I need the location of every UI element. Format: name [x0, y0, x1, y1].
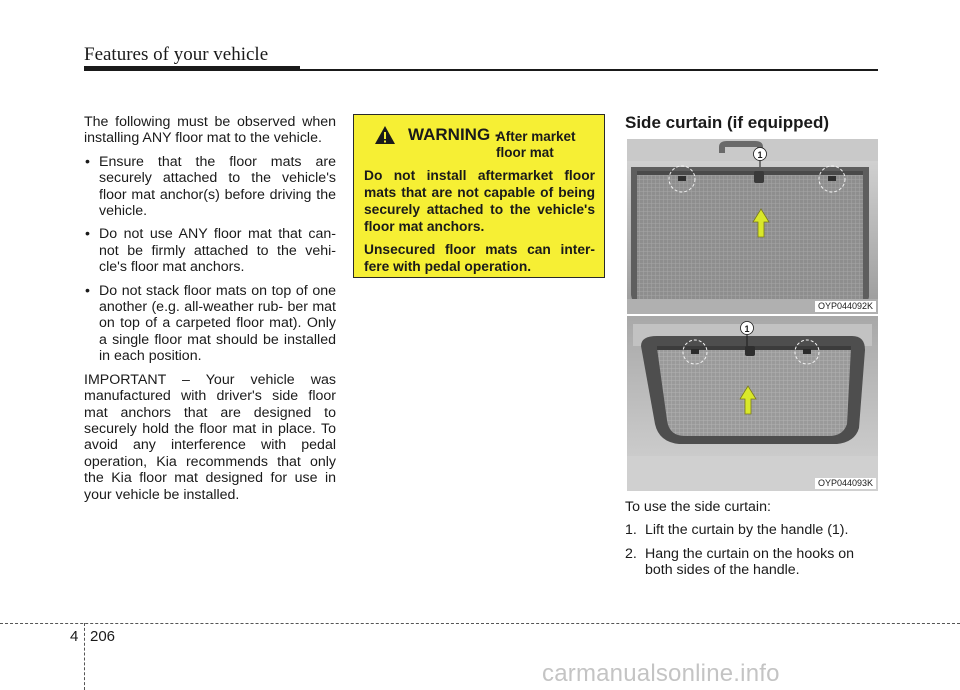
warning-subtitle: After market floor mat	[496, 129, 576, 160]
bullet-text: Do not stack floor mats on top of one another (e.g. all-weather rub- ber mat on top of a carpeted floor mat). Only a single floor mat should be installed in each position.	[99, 282, 336, 365]
floor-mat-bullet-list	[84, 154, 336, 365]
floor-mat-column	[84, 114, 336, 510]
side-curtain-photo-1	[627, 139, 878, 314]
step-number: 1.	[625, 522, 637, 539]
bullet-dot-icon: •	[85, 153, 90, 170]
instructions-intro: To use the side curtain:	[625, 499, 771, 515]
curtain-illustration-1	[627, 139, 878, 314]
chapter-number: 4	[70, 628, 79, 645]
svg-text:1: 1	[744, 324, 750, 334]
warning-box	[353, 114, 605, 278]
header-rule-thick	[84, 66, 300, 71]
bullet-dot-icon: •	[85, 226, 90, 243]
footer-dashed-rule	[0, 623, 960, 624]
warning-label: WARNING -	[408, 125, 501, 144]
bullet-text: Do not use ANY floor mat that can- not be firmly attached to the vehi- cle's floor mat anchors.	[99, 226, 336, 276]
warning-triangle-icon	[374, 125, 396, 145]
warning-paragraph: Do not install aftermarket floor mats that are not capable of being securely attached to the vehicle's floor mat anchors.	[364, 168, 595, 234]
figure-code: OYP044092K	[815, 301, 876, 312]
floor-mat-intro: The following must be observed when installing ANY floor mat to the vehicle.	[84, 114, 336, 147]
side-curtain-photo-2	[627, 316, 878, 491]
watermark: carmanualsonline.info	[542, 660, 780, 687]
bullet-item	[84, 283, 336, 365]
page-number: 206	[90, 628, 116, 645]
curtain-illustration-2	[627, 316, 878, 491]
warning-paragraph: Unsecured floor mats can inter- fere with pedal operation.	[364, 242, 595, 274]
step-text: Lift the curtain by the handle (1).	[645, 522, 849, 539]
side-curtain-title: Side curtain (if equipped)	[625, 113, 830, 132]
step-item	[625, 522, 878, 538]
bullet-text: Ensure that the floor mats are securely attached to the vehicle's floor mat anchor(s) before driving the vehicle.	[99, 153, 336, 220]
step-number: 2.	[625, 545, 637, 562]
header-rule-thin	[300, 69, 878, 71]
svg-text:1: 1	[757, 150, 763, 160]
footer-vertical-dashed-rule	[84, 623, 85, 690]
side-curtain-instructions	[625, 499, 878, 586]
warning-header	[364, 121, 595, 161]
step-item	[625, 546, 878, 579]
bullet-item	[84, 226, 336, 275]
bullet-dot-icon: •	[85, 282, 90, 299]
bullet-item	[84, 154, 336, 220]
page-header-title: Features of your vehicle	[84, 44, 269, 65]
figure-code: OYP044093K	[815, 478, 876, 489]
important-note: IMPORTANT – Your vehicle was manufactured with driver's side floor mat anchors that are designed to securely hold the floor mat in place. To avoid any interference with pedal operation, Kia recommends that only the Kia floor mat designed for use in your vehicle be installed.	[84, 371, 336, 503]
step-text: Hang the curtain on the hooks on both sides of the handle.	[645, 545, 855, 579]
